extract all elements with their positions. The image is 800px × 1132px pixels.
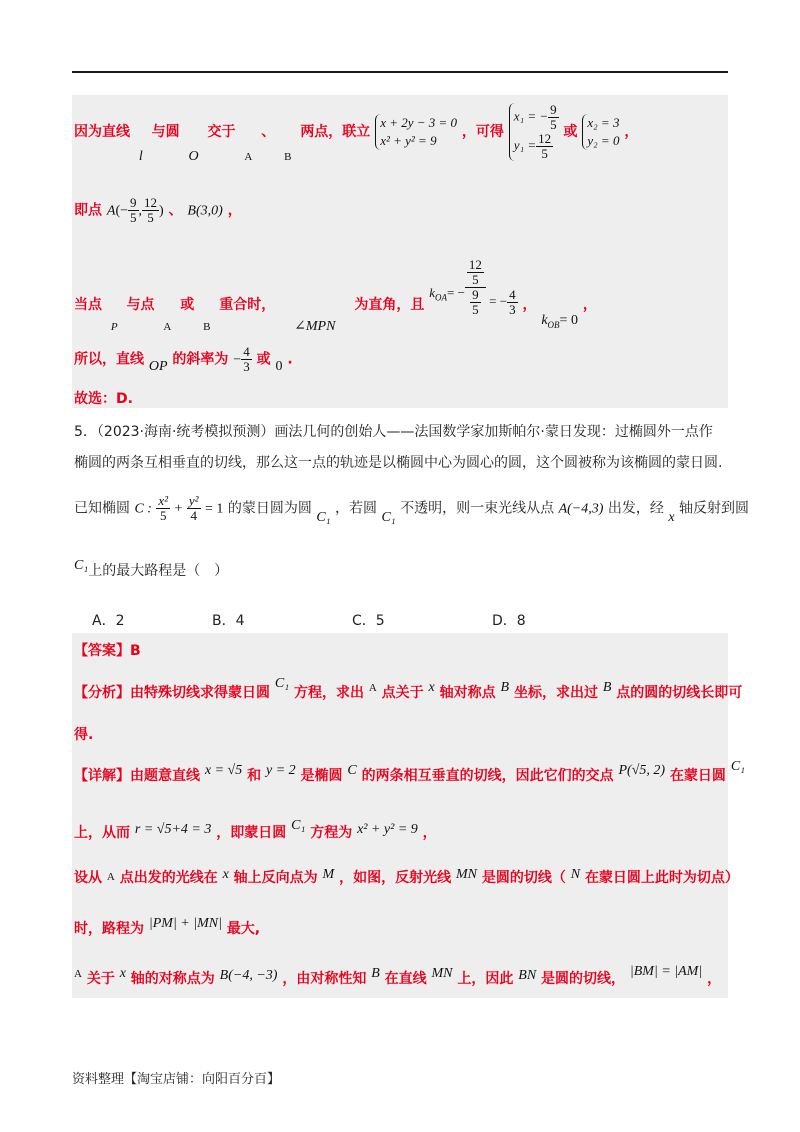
- detail-line-5: $^A$ 关于 x 轴的对称点为 B(−4, −3) ，由对称性知 B 在直线 MN 上，因此 BN 是圆的切线， |BM| = |AM| ，: [74, 964, 722, 987]
- system-of-equations: x + 2y − 3 = 0 x² + y² = 9: [375, 114, 457, 150]
- analysis-line-2: 得.: [74, 727, 94, 743]
- question-line-3: 已知椭圆 C : $\frac{\text{x²}}{5}$ + $\frac{\text{y²}}{4}$ = 1 的蒙日圆为圆 C₁ ，若圆 C₁ 不透明，则一束光线从点 A(−4,3) 出发，经 x 轴反射到圆: [74, 493, 749, 525]
- header-rule: [72, 71, 728, 73]
- solution-1: x₁ = − $\frac{9}{5}$ y₁ = $\frac{12}{5}$: [509, 103, 559, 161]
- question-line-4: C₁上的最大路程是（ ）: [74, 558, 229, 579]
- detail-line-3: 设从 A 点出发的光线在 x 轴上反向点为 M ，如图，反射光线 MN 是圆的切线（ N 在蒙日圆上此时为切点）: [74, 867, 739, 886]
- detail-line-4: 时，路程为 |PM| + |MN| 最大,: [74, 916, 261, 937]
- option-a: A．2: [92, 613, 125, 629]
- footer-source: 资料整理【淘宝店铺：向阳百分百】: [72, 1072, 281, 1087]
- solution-2: x₂ = 3 y₂ = 0: [582, 114, 619, 150]
- solution-line-4: 所以，直线 OP 的斜率为 − $\frac{4}{3}$ 或 0 .: [74, 344, 293, 374]
- question-line-2: 椭圆的两条互相垂直的切线，那么这一点的轨迹是以椭圆中心为圆心的圆，这个圆被称为该椭圆的蒙日圆.: [74, 455, 723, 471]
- detail-line-2: 上，从而 r = √5+4 = 3 ，即蒙日圆 C₁ 方程为 x² + y² = 9 ，: [74, 818, 437, 841]
- question-line-1: 5．（2023·海南·统考模拟预测）画法几何的创始人——法国数学家加斯帕尔·蒙日发现：过椭圆外一点作: [74, 424, 713, 440]
- analysis-line-1: 【分析】由特殊切线求得蒙日圆 C₁ 方程，求出 $^A$ 点关于 x 轴对称点 B 坐标，求出过 B 点的圆的切线长即可: [74, 676, 743, 701]
- option-d: D．8: [492, 613, 526, 629]
- solution-line-1: 因为直线 l 与圆 O 交于 $_A$ 、 $_B$ 两点，联立 x + 2y − 3 = 0 x² + y² = 9 ，可得 x₁ = − $\frac{9}{5}$ y₁ = $\frac{12}{5}$ 或 x₂ = 3 y₂ = 0 ，: [74, 102, 639, 164]
- solution-line-5: 故选：D.: [74, 391, 133, 407]
- detail-line-1: 【详解】由题意直线 x = √5 和 y = 2 是椭圆 C 的两条相互垂直的切线，因此它们的交点 P(√5, 2) 在蒙日圆 C₁: [74, 759, 746, 784]
- answer-label: 【答案】B: [74, 643, 141, 659]
- option-b: B．4: [212, 613, 245, 629]
- solution-line-3: 当点 $_P$ 与点 $_A$ 或 $_B$ 重合时， ∠MPN 为直角，且 $k_{OA}=$ − $\frac{\frac{12}{5}}{\frac{9}{5}}$ = − $\frac{4}{3}$ ， $k_{OB}= 0$ ，: [74, 257, 597, 334]
- option-c: C．5: [352, 613, 385, 629]
- slope-oa: $k_{OA}=$ − $\frac{\frac{12}{5}}{\frac{9}{5}}$ = − $\frac{4}{3}$: [429, 257, 516, 317]
- solution-line-2: 即点 A(− $\frac{9}{5}$ , $\frac{12}{5}$ ) 、 B(3,0) ，: [74, 195, 242, 225]
